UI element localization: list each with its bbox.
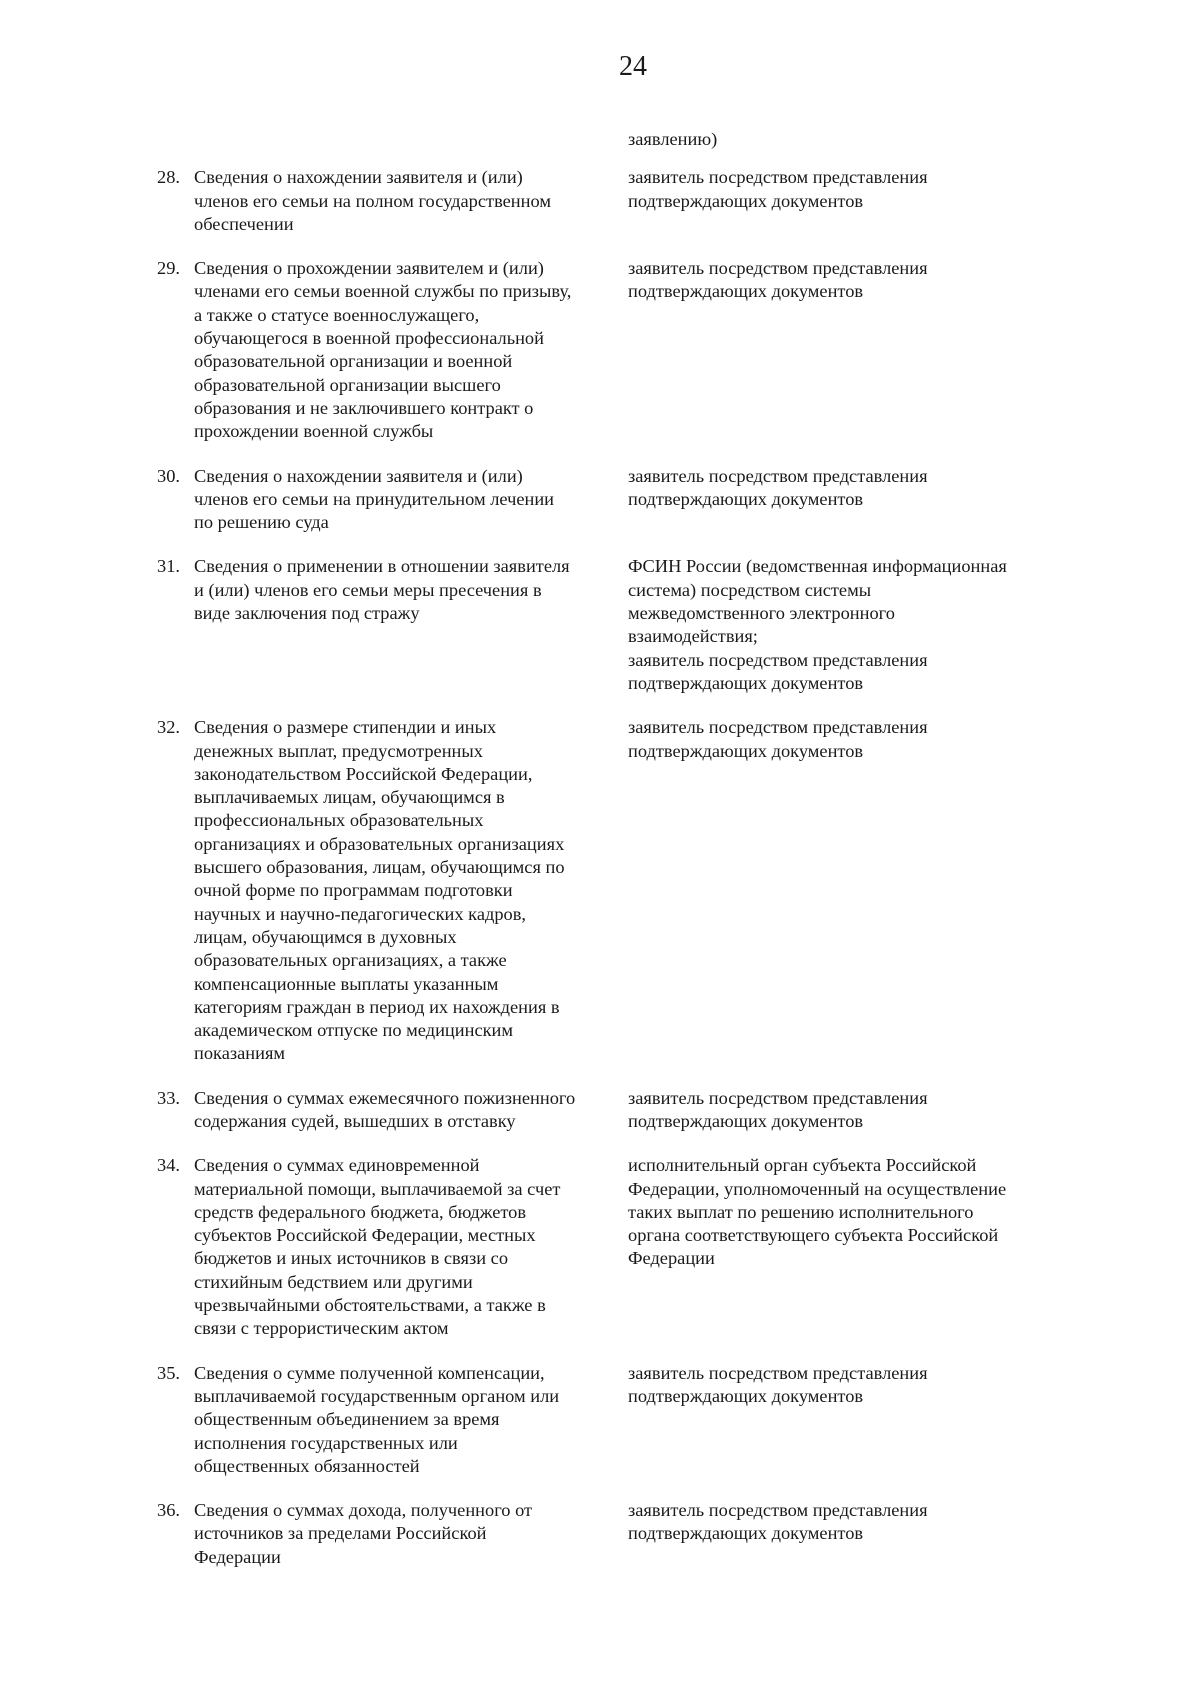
- table-row: [146, 166, 1066, 257]
- description-line: очной форме по программам подготовки: [194, 880, 513, 901]
- description-line: показаниям: [194, 1043, 286, 1064]
- table-row: [146, 1499, 1066, 1569]
- source-line: заявлению): [628, 129, 718, 149]
- description-line: образовательных организациях, а также: [194, 950, 507, 971]
- row-source: [628, 465, 1066, 556]
- description-line: организациях и образовательных организациях: [194, 833, 565, 854]
- table-row: [146, 555, 1066, 716]
- description-line: лицам, обучающимся в духовных: [194, 926, 457, 947]
- row-description: [194, 716, 628, 1086]
- source-line: заявитель посредством представления: [628, 717, 928, 738]
- source-line: заявитель посредством представления: [628, 649, 928, 670]
- description-line: категориям граждан в период их нахождения в: [194, 996, 560, 1017]
- source-line: подтверждающих документов: [628, 1523, 864, 1544]
- table-row: [146, 1087, 1066, 1155]
- table-row: [146, 1362, 1066, 1499]
- description-line: выплачиваемых лицам, обучающимся в: [194, 787, 505, 808]
- source-line: органа соответствующего субъекта Российской: [628, 1225, 999, 1246]
- description-line: источников за пределами Российской: [194, 1523, 487, 1544]
- row-number: 31.: [157, 556, 180, 577]
- row-source: [628, 257, 1066, 464]
- row-source: [628, 1362, 1066, 1499]
- description-line: выплачиваемой государственным органом или: [194, 1385, 560, 1406]
- description-line: обучающегося в военной профессиональной: [194, 328, 544, 349]
- description-line: компенсационные выплаты указанным: [194, 973, 499, 994]
- description-line: Сведения о прохождении заявителем и (или): [194, 258, 544, 279]
- source-line: подтверждающих документов: [628, 672, 864, 693]
- source-line: таких выплат по решению исполнительного: [628, 1201, 974, 1222]
- row-description: [194, 257, 628, 464]
- source-line: подтверждающих документов: [628, 740, 864, 761]
- source-line: заявитель посредством представления: [628, 465, 928, 486]
- row-number: 34.: [157, 1155, 180, 1176]
- description-line: высшего образования, лицам, обучающимся по: [194, 857, 565, 878]
- row-description: [194, 555, 628, 716]
- description-line: Сведения о нахождении заявителя и (или): [194, 465, 523, 486]
- description-line: бюджетов и иных источников в связи со: [194, 1248, 509, 1269]
- row-number: 36.: [157, 1500, 180, 1521]
- description-line: исполнения государственных или: [194, 1432, 458, 1453]
- row-number: 30.: [157, 465, 180, 486]
- source-line: заявитель посредством представления: [628, 167, 928, 188]
- description-line: Сведения о размере стипендии и иных: [194, 717, 497, 738]
- row-description: [194, 1499, 628, 1569]
- description-line: образовательной организации и военной: [194, 351, 513, 372]
- description-line: материальной помощи, выплачиваемой за счет: [194, 1178, 561, 1199]
- row-description: [194, 128, 628, 166]
- table-row: [146, 257, 1066, 464]
- row-source: [628, 1154, 1066, 1361]
- table-row: [146, 465, 1066, 556]
- row-number: [146, 128, 194, 166]
- row-description: [194, 166, 628, 257]
- row-source: [628, 1087, 1066, 1155]
- source-line: ФСИН России (ведомственная информационная: [628, 556, 1007, 577]
- description-line: субъектов Российской Федерации, местных: [194, 1225, 536, 1246]
- source-line: заявитель посредством представления: [628, 258, 928, 279]
- description-line: законодательством Российской Федерации,: [194, 763, 533, 784]
- page-number: 24: [619, 51, 647, 82]
- description-line: и (или) членов его семьи меры пресечения в: [194, 579, 542, 600]
- row-description: [194, 1154, 628, 1361]
- description-line: Сведения о сумме полученной компенсации,: [194, 1362, 545, 1383]
- continuation-row: [146, 128, 1066, 166]
- description-line: Сведения о применении в отношении заявителя: [194, 556, 570, 577]
- row-source: [628, 1499, 1066, 1569]
- row-description: [194, 1087, 628, 1155]
- row-description: [194, 465, 628, 556]
- source-line: подтверждающих документов: [628, 1110, 864, 1131]
- row-description: [194, 1362, 628, 1499]
- source-line: система) посредством системы: [628, 579, 872, 600]
- description-line: профессиональных образовательных: [194, 810, 484, 831]
- source-line: заявитель посредством представления: [628, 1500, 928, 1521]
- description-line: стихийным бедствием или другими: [194, 1271, 473, 1292]
- description-line: Федерации: [194, 1546, 281, 1567]
- description-line: денежных выплат, предусмотренных: [194, 740, 483, 761]
- description-line: общественных обязанностей: [194, 1455, 420, 1476]
- description-line: виде заключения под стражу: [194, 603, 420, 624]
- row-source: [628, 555, 1066, 716]
- description-line: чрезвычайными обстоятельствами, а также в: [194, 1295, 546, 1316]
- source-line: подтверждающих документов: [628, 190, 864, 211]
- description-line: членами его семьи военной службы по призыву,: [194, 281, 572, 302]
- row-number: 28.: [157, 167, 180, 188]
- description-line: научных и научно-педагогических кадров,: [194, 903, 527, 924]
- description-line: содержания судей, вышедших в отставку: [194, 1110, 516, 1131]
- source-line: подтверждающих документов: [628, 1385, 864, 1406]
- source-line: взаимодействия;: [628, 626, 758, 647]
- description-line: Сведения о нахождении заявителя и (или): [194, 167, 523, 188]
- row-number: 33.: [157, 1087, 180, 1108]
- description-line: по решению суда: [194, 512, 329, 533]
- description-line: а также о статусе военнослужащего,: [194, 304, 480, 325]
- source-line: исполнительный орган субъекта Российской: [628, 1155, 977, 1176]
- description-line: Сведения о суммах дохода, полученного от: [194, 1500, 533, 1521]
- source-line: заявитель посредством представления: [628, 1362, 928, 1383]
- description-line: общественным объединением за время: [194, 1409, 500, 1430]
- description-line: Сведения о суммах ежемесячного пожизненного: [194, 1087, 576, 1108]
- table-row: [146, 716, 1066, 1086]
- description-line: членов его семьи на принудительном лечении: [194, 488, 555, 509]
- table-row: [146, 1154, 1066, 1361]
- description-line: обеспечении: [194, 213, 294, 234]
- source-line: межведомственного электронного: [628, 603, 895, 624]
- description-line: образовательной организации высшего: [194, 374, 501, 395]
- description-line: прохождении военной службы: [194, 421, 434, 442]
- source-line: Федерации: [628, 1248, 715, 1269]
- source-line: подтверждающих документов: [628, 281, 864, 302]
- source-line: заявитель посредством представления: [628, 1087, 928, 1108]
- description-line: средств федерального бюджета, бюджетов: [194, 1201, 527, 1222]
- row-source: [628, 716, 1066, 1086]
- row-number: 35.: [157, 1362, 180, 1383]
- description-line: образования и не заключившего контракт о: [194, 397, 534, 418]
- source-line: подтверждающих документов: [628, 488, 864, 509]
- description-line: членов его семьи на полном государственном: [194, 190, 551, 211]
- documents-table: [146, 128, 1066, 1569]
- row-source: [628, 128, 1066, 166]
- row-number: 29.: [157, 258, 180, 279]
- description-line: Сведения о суммах единовременной: [194, 1155, 480, 1176]
- description-line: связи с террористическим актом: [194, 1318, 449, 1339]
- row-number: 32.: [157, 717, 180, 738]
- source-line: Федерации, уполномоченный на осуществление: [628, 1178, 1007, 1199]
- description-line: академическом отпуске по медицинским: [194, 1020, 514, 1041]
- row-source: [628, 166, 1066, 257]
